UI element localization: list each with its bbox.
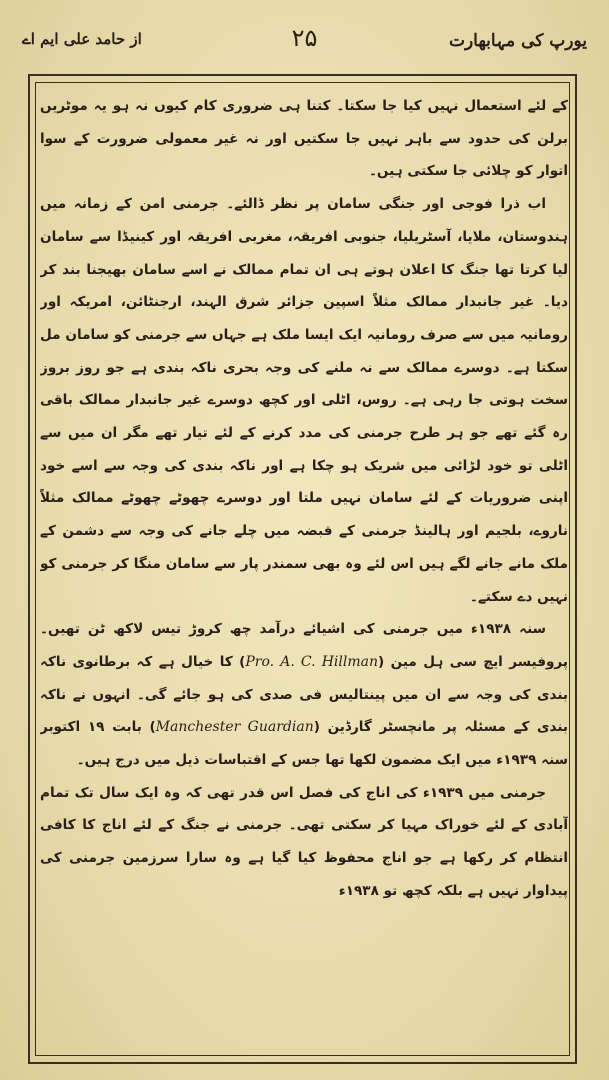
newspaper-name: Manchester Guardian xyxy=(155,719,314,736)
paragraph-3-text-a: سنہ ۱۹۳۸ء میں جرمنی کی اشیائے درآمد چھ کروڑ تیس لاکھ ٹن تھیں۔ پروفیسر ایچ سی ہل مین ( xyxy=(40,621,568,670)
paragraph-4: جرمنی میں ۱۹۳۹ء کی اناج کی فصل اس قدر تھی کہ وہ ایک سال تک تمام آبادی کے لئے خوراک مہیا کر سکتی تھی۔ جرمنی نے جنگ کے لئے اناج کا کافی انتظام کر رکھا ہے جو اناج محفوظ کیا گیا ہے وہ سارا سرزمین جرمنی کی پیداوار نہیں ہے بلکہ کچھ تو ۱۹۳۸ء xyxy=(40,784,568,899)
page-header xyxy=(22,22,587,62)
page-body xyxy=(40,90,568,1050)
paragraph-1: کے لئے استعمال نہیں کیا جا سکتا۔ کتنا ہی ضروری کام کیوں نہ ہو یہ موٹریں برلن کی حدود سے باہر نہیں جا سکتیں اور نہ غیر معمولی ضرورت کے سوا اتوار کو چلائی جا سکتی ہیں۔ xyxy=(40,98,568,180)
paragraph-3-text-c: ) بابت ۱۹ اکتوبر سنہ ۱۹۳۹ء میں ایک مضمون لکھا تھا جس کے اقتباسات ذیل میں درج ہیں۔ xyxy=(40,719,568,769)
running-title: یورپ کی مہابھارت xyxy=(448,31,587,51)
paragraph-2: اب ذرا فوجی اور جنگی سامان پر نظر ڈالئے۔ جرمنی امن کے زمانہ میں ہندوستان، ملایا، آسٹریلیا، جنوبی افریقہ، مغربی افریقہ اور کینیڈا سے سامان لیا کرتا تھا جنگ کا اعلان ہوتے ہی ان تمام ممالک نے اسے سامان بھیجنا بند کر دیا۔ غیر جانبدار ممالک مثلاً اسپین جزائر شرق الہند، ارجنٹائن، امریکہ اور رومانیہ میں سے صرف رومانیہ ایک ایسا ملک ہے جہاں سے جرمنی کو سامان مل سکتا ہے۔ دوسرے ممالک سے نہ ملنے کی وجہ بحری ناکہ بندی ہے جو روز بروز سخت ہوتی جا رہی ہے۔ روس، اٹلی اور کچھ دوسرے غیر جانبدار ممالک باقی رہ گئے تھے جو ہر طرح جرمنی کی مدد کرنے کے لئے تیار تھے مگر ان میں سے اٹلی تو خود لڑائی میں شریک ہو چکا ہے اور ناکہ بندی کی وجہ سے اسے خود اپنی ضروریات کے لئے سامان نہیں ملتا اور دوسرے چھوٹے چھوٹے ممالک مثلاً ناروے، بلجیم اور ہالینڈ جرمنی کے قبضہ میں چلے جانے کی وجہ سے دشمن کے ملک مانے جانے لگے ہیں اس لئے وہ بھی سمندر پار سے سامان منگا کر جرمنی کو نہیں دے سکتے۔ xyxy=(40,196,568,605)
paragraph-3 xyxy=(40,613,568,777)
paragraph-3-text-b: ) کا خیال ہے کہ برطانوی ناکہ بندی کی وجہ سے ان میں پینتالیس فی صدی کی ہو جائے گی۔ انہوں نے ناکہ بندی کے مسئلہ پر مانچسٹر گارڈین ( xyxy=(40,653,568,736)
professor-name: Pro. A. C. Hillman xyxy=(245,653,378,670)
page-number: ۲۵ xyxy=(291,24,318,52)
running-author: از حامد علی ایم اے xyxy=(22,30,142,48)
